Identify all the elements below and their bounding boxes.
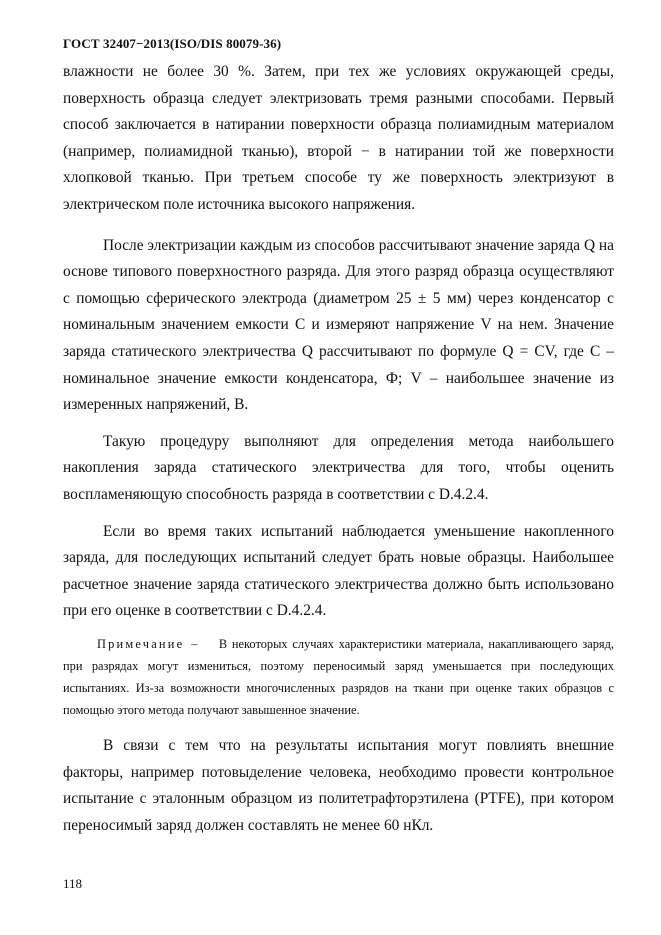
note-text: В некоторых случаях характеристики материала, накапливающего заряд, при разрядах могут измениться, поэтому переносимый заряд уменьшается при последующих испытаниях. Из-за возможности многочисленных разрядов на ткани при оценке таких образцов с помощью этого метода получают завышенное значение. bbox=[63, 636, 615, 717]
document-body bbox=[63, 59, 614, 840]
note-label: Примечание – bbox=[97, 636, 200, 651]
note-spacer bbox=[204, 637, 214, 651]
paragraph-control-test: В связи с тем что на результаты испытания могут повлиять внешние факторы, например потовыделение человека, необходимо провести контрольное испытание с эталонным образцом из политетрафторэтилена (PTFE), при котором переносимый заряд должен составлять не менее 60 нКл. bbox=[63, 737, 614, 835]
standard-header: ГОСТ 32407−2013(ISO/DIS 80079-36) bbox=[63, 36, 282, 51]
paragraph-procedure-purpose: Такую процедуру выполняют для определения метода наибольшего накопления заряда статического электричества для того, чтобы оценить воспламеняющую способность разряда в соответствии с D.4.2.4. bbox=[63, 432, 614, 503]
paragraph-charge-calculation: После электризации каждым из способов рассчитывают значение заряда Q на основе типового поверхностного разряда. Для этого разряд образца осуществляют с помощью сферического электрода (диаметром 25 ± 5 мм) через конденсатор с номинальным значением емкости C и измеряют напряжение V на нем. Значение заряда статического электричества Q рассчитывают по формуле Q = CV, где C – номинальное значение емкости конденсатора, Ф; V – наибольшее значение из измеренных напряжений, В. bbox=[63, 236, 614, 414]
paragraph-continuation: влажности не более 30 %. Затем, при тех же условиях окружающей среды, поверхность образца следует электризовать тремя разными способами. Первый способ заключается в натирании поверхности образца полиамидным материалом (например, полиамидной тканью), второй − в натирании той же поверхности хлопковой тканью. При третьем способе ту же поверхность электризуют в электрическом поле источника высокого напряжения. bbox=[63, 63, 614, 213]
page-number: 118 bbox=[63, 876, 83, 891]
paragraph-new-samples: Если во время таких испытаний наблюдается уменьшение накопленного заряда, для последующих испытаний следует брать новые образцы. Наибольшее расчетное значение заряда статического электричества должно быть использовано при его оценке в соответствии с D.4.2.4. bbox=[63, 522, 614, 620]
note-block bbox=[63, 633, 614, 721]
